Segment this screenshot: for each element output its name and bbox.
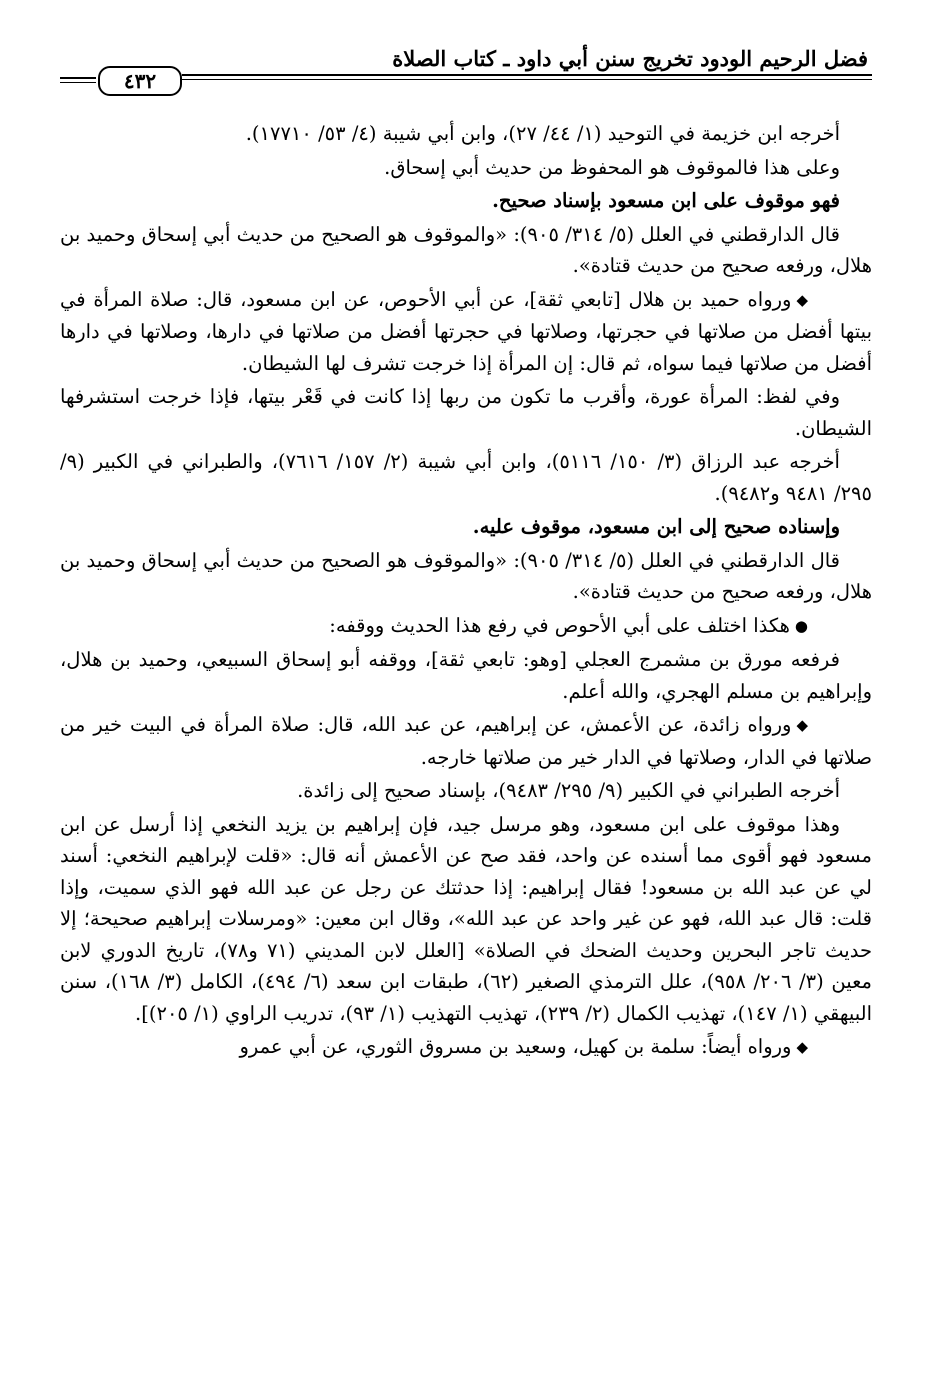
narration-marker-icon: ◆ bbox=[796, 290, 808, 309]
page-header bbox=[60, 44, 872, 94]
paragraph-text: أخرجه الطبراني في الكبير (٩/ ٢٩٥/ ٩٤٨٣)، بإسناد صحيح إلى زائدة. bbox=[297, 779, 840, 802]
bullet-dot-icon: ● bbox=[794, 616, 808, 635]
paragraph-text: ورواه زائدة، عن الأعمش، عن إبراهيم، عن عبد الله، قال: صلاة المرأة في البيت خير من صلاتها في الدار، وصلاتها في الدار خير من صلاتها خارجه. bbox=[60, 713, 872, 769]
paragraph bbox=[60, 709, 872, 773]
paragraph-text: ورواه أيضاً: سلمة بن كهيل، وسعيد بن مسروق الثوري، عن أبي عمرو bbox=[239, 1035, 792, 1058]
paragraph-text: وفي لفظ: المرأة عورة، وأقرب ما تكون من ربها إذا كانت في قَعْر بيتها، فإذا خرجت استشرفها الشيطان. bbox=[60, 385, 872, 440]
paragraph-text: فهو موقوف على ابن مسعود بإسناد صحيح. bbox=[492, 189, 840, 212]
paragraph bbox=[60, 185, 872, 217]
paragraph-text: وإسناده صحيح إلى ابن مسعود، موقوف عليه. bbox=[472, 515, 840, 538]
paragraph bbox=[60, 152, 872, 184]
paragraph-text: وعلى هذا فالموقوف هو المحفوظ من حديث أبي إسحاق. bbox=[384, 155, 840, 179]
paragraph bbox=[60, 545, 872, 608]
paragraph bbox=[60, 511, 872, 543]
paragraph-text: ورواه حميد بن هلال [تابعي ثقة]، عن أبي الأحوص، عن ابن مسعود، قال: صلاة المرأة في بيتها أفضل من صلاتها في حجرتها، وصلاتها في حجرتها أفضل من صلاتها في دارها، وصلاتها في دارها أفضل من صلاتها فيما سواه، ثم قال: إن المرأة إذا خرجت تشرف لها الشيطان. bbox=[60, 287, 872, 375]
paragraph bbox=[60, 284, 872, 380]
paragraph-text: وهذا موقوف على ابن مسعود، وهو مرسل جيد، فإن إبراهيم بن يزيد النخعي إذا أرسل عن ابن مسعود فهو أقوى مما أسنده عن واحد، فقد صح عن الأعمش أنه قال: «قلت لإبراهيم النخعي: أسند لي عن عبد الله بن مسعود! فقال إبراهيم: إذا حدثتك عن رجل عن عبد الله فهو الذي سميت، وإذا قلت: قال عبد الله، فهو عن غير واحد عن عبد الله»، وقال ابن معين: «ومرسلات إبراهيم صحيحة؛ إلا حديث تاجر البحرين وحديث الضحك في الصلاة» [العلل لابن المديني (٧١ و٧٨)، تاريخ الدوري لابن معين (٣/ ٢٠٦/ ٩٥٨)، علل الترمذي الصغير (٦٢)، طبقات ابن سعد (٦/ ٤٩٤)، الكامل (٣/ ١٦٨)، سنن البيهقي (١/ ١٤٧)، تهذيب الكمال (٢/ ٢٣٩)، تهذيب التهذيب (١/ ٩٣)، تدريب الراوي (١/ ٢٠٥)]. bbox=[60, 812, 872, 1025]
page-body bbox=[60, 118, 872, 1064]
paragraph bbox=[60, 809, 872, 1030]
paragraph bbox=[60, 118, 872, 150]
narration-marker-icon: ◆ bbox=[796, 716, 808, 734]
paragraph bbox=[60, 219, 872, 282]
paragraph bbox=[60, 610, 872, 643]
narration-marker-icon: ◆ bbox=[796, 1038, 808, 1056]
paragraph bbox=[60, 644, 872, 707]
page-number-rule bbox=[60, 77, 96, 83]
paragraph bbox=[60, 381, 872, 444]
paragraph bbox=[60, 775, 872, 807]
paragraph-text: هكذا اختلف على أبي الأحوص في رفع هذا الحديث ووقفه: bbox=[329, 613, 790, 637]
page-number: ٤٣٢ bbox=[98, 66, 182, 96]
paragraph-text: أخرجه ابن خزيمة في التوحيد (١/ ٤٤/ ٢٧)، وابن أبي شيبة (٤/ ٥٣/ ١٧٧١٠). bbox=[245, 122, 840, 145]
document-page bbox=[60, 44, 872, 1384]
paragraph-text: قال الدارقطني في العلل (٥/ ٣١٤/ ٩٠٥): «والموقوف هو الصحيح من حديث أبي إسحاق وحميد بن هلال، ورفعه صحيح من حديث قتادة». bbox=[60, 222, 872, 277]
paragraph bbox=[60, 1031, 872, 1064]
header-rule bbox=[182, 74, 872, 80]
paragraph-text: أخرجه عبد الرزاق (٣/ ١٥٠/ ٥١١٦)، وابن أبي شيبة (٢/ ١٥٧/ ٧٦١٦)، والطبراني في الكبير (٩/ ٢٩٥/ ٩٤٨١ و٩٤٨٢). bbox=[60, 450, 872, 505]
paragraph-text: فرفعه مورق بن مشمرج العجلي [وهو: تابعي ثقة]، ووقفه أبو إسحاق السبيعي، وحميد بن هلال، وإبراهيم بن مسلم الهجري، والله أعلم. bbox=[60, 648, 872, 703]
paragraph-text: قال الدارقطني في العلل (٥/ ٣١٤/ ٩٠٥): «والموقوف هو الصحيح من حديث أبي إسحاق وحميد بن هلال، ورفعه صحيح من حديث قتادة». bbox=[60, 548, 872, 603]
paragraph bbox=[60, 446, 872, 509]
running-title: فضل الرحيم الودود تخريج سنن أبي داود ـ كتاب الصلاة bbox=[392, 46, 868, 71]
